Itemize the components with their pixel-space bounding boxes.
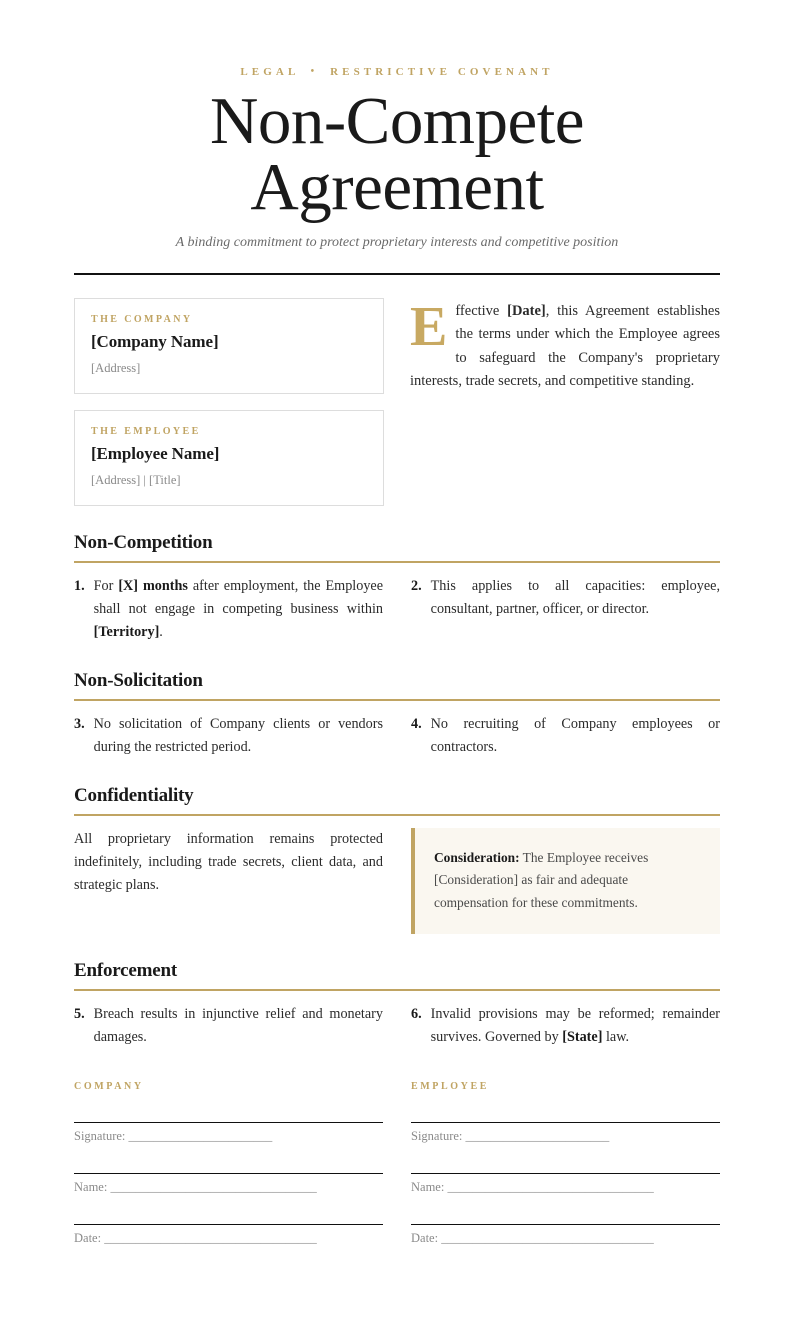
clause-column	[411, 713, 720, 759]
signature-column-company	[74, 1081, 383, 1246]
signature-row	[74, 1122, 383, 1144]
eyebrow-right-text: RESTRICTIVE COVENANT	[330, 66, 554, 78]
clause-column	[74, 1003, 383, 1049]
date-field[interactable]: Date: __________________________________	[411, 1231, 654, 1246]
eyebrow-kicker	[74, 66, 720, 78]
callout-label: Consideration:	[434, 849, 520, 865]
signature-rule	[411, 1224, 720, 1225]
clause-item	[74, 1003, 383, 1049]
section-divider	[74, 989, 720, 991]
clause-item	[411, 713, 720, 759]
signature-rule	[74, 1122, 383, 1123]
section-heading: Enforcement	[74, 960, 177, 982]
clause-column	[74, 713, 383, 759]
party-meta: [Address]	[91, 360, 141, 375]
signature-rule	[74, 1173, 383, 1174]
party-meta: [Address] | [Title]	[91, 472, 181, 487]
consideration-callout	[411, 828, 720, 935]
name-field[interactable]: Name: _________________________________	[74, 1180, 317, 1195]
party-card-list	[74, 298, 384, 506]
clause-columns	[74, 1003, 720, 1049]
section-divider	[74, 814, 720, 816]
clause-number: 2.	[411, 577, 422, 594]
section-heading: Non-Competition	[74, 531, 213, 553]
confidentiality-columns	[74, 828, 720, 935]
clause-text: For [X] months after employment, the Employee shall not engage in competing business within [Territory].	[93, 577, 384, 640]
section-enforcement	[74, 960, 720, 1049]
party-card-employee	[74, 410, 384, 506]
signature-rule	[411, 1173, 720, 1174]
parties-and-intro	[74, 295, 720, 506]
intro-paragraph: Effective [Date], this Agreement establishes the terms under which the Employee agrees to safeguard the Company's proprietary interests, trade secrets, and competitive standing.	[410, 295, 720, 390]
signature-field[interactable]: Signature: _______________________	[74, 1129, 273, 1144]
signature-rule	[74, 1224, 383, 1225]
signature-field[interactable]: Signature: _______________________	[411, 1129, 610, 1144]
clause-column	[411, 575, 720, 621]
section-divider	[74, 561, 720, 563]
name-field[interactable]: Name: _________________________________	[411, 1180, 654, 1195]
page-title: Non-Compete Agreement	[209, 84, 585, 225]
clause-columns	[74, 713, 720, 759]
confidentiality-body: All proprietary information remains protected indefinitely, including trade secrets, client data, and strategic plans.	[74, 830, 383, 893]
section-divider	[74, 699, 720, 701]
header-divider	[74, 273, 720, 275]
party-label: THE COMPANY	[91, 313, 193, 325]
signature-row	[74, 1173, 383, 1195]
clause-item	[74, 575, 383, 644]
party-label: THE EMPLOYEE	[91, 425, 201, 437]
clause-number: 5.	[74, 1006, 85, 1023]
callout-text: The Employee receives [Consideration] as fair and adequate compensation for these commitments.	[434, 849, 649, 910]
signature-party-label: COMPANY	[74, 1081, 144, 1093]
clause-text: This applies to all capacities: employee, consultant, partner, officer, or director.	[430, 577, 720, 617]
party-name: [Employee Name]	[91, 443, 220, 463]
eyebrow-left-text: LEGAL	[240, 66, 299, 78]
date-field[interactable]: Date: __________________________________	[74, 1231, 317, 1246]
intro-block	[410, 295, 720, 394]
page-footer-spacer	[74, 1246, 720, 1302]
signature-block	[74, 1081, 720, 1246]
clause-text: No solicitation of Company clients or vendors during the restricted period.	[93, 715, 383, 755]
document-subtitle: A binding commitment to protect proprietary interests and competitive position	[175, 234, 619, 250]
section-non-competition	[74, 532, 720, 644]
section-non-solicitation	[74, 670, 720, 759]
clause-item	[411, 575, 720, 621]
signature-rule	[411, 1122, 720, 1123]
clause-text: Invalid provisions may be reformed; remainder survives. Governed by [State] law.	[430, 1006, 720, 1046]
party-name: [Company Name]	[91, 331, 219, 351]
signature-column-employee	[411, 1081, 720, 1246]
clause-number: 4.	[411, 715, 422, 732]
signature-row	[411, 1122, 720, 1144]
clause-text: No recruiting of Company employees or contractors.	[430, 715, 720, 755]
document-header	[74, 0, 720, 275]
signature-row	[411, 1224, 720, 1246]
clause-item	[74, 713, 383, 759]
signature-row	[411, 1173, 720, 1195]
clause-number: 3.	[74, 715, 85, 732]
section-confidentiality	[74, 785, 720, 935]
bullet-separator-icon: •	[310, 66, 319, 77]
clause-columns	[74, 575, 720, 644]
signature-party-label: EMPLOYEE	[411, 1081, 490, 1093]
clause-item	[411, 1003, 720, 1049]
clause-text: Breach results in injunctive relief and monetary damages.	[93, 1006, 383, 1046]
signature-row	[74, 1224, 383, 1246]
section-heading: Confidentiality	[74, 784, 194, 806]
party-card-company	[74, 298, 384, 394]
clause-column	[74, 575, 383, 644]
clause-column	[411, 1003, 720, 1049]
clause-number: 1.	[74, 577, 85, 594]
confidentiality-body-column	[74, 828, 383, 897]
section-heading: Non-Solicitation	[74, 669, 203, 691]
consideration-callout-column	[411, 828, 720, 935]
clause-number: 6.	[411, 1006, 422, 1023]
